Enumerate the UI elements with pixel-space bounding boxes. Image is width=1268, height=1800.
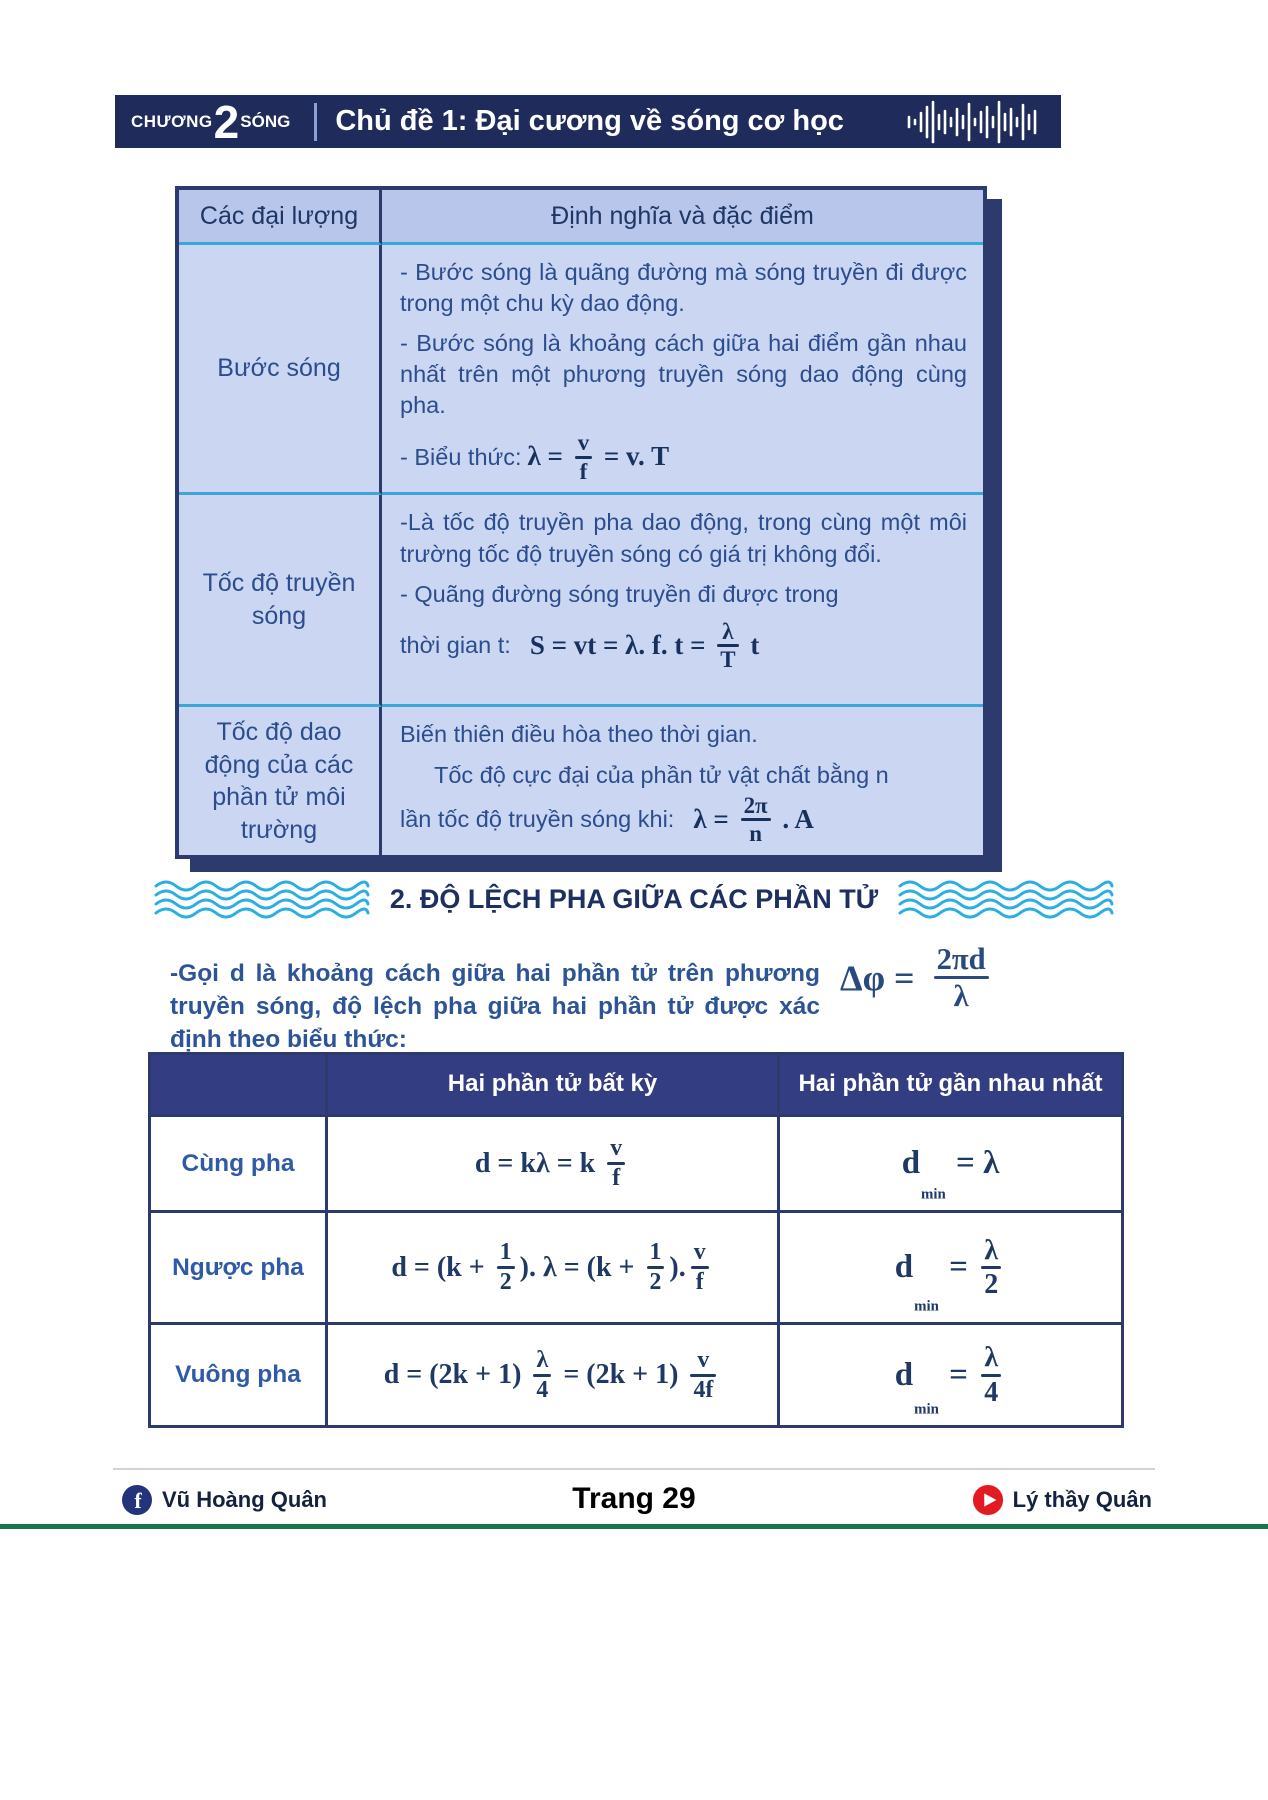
wavelength-formula: λ = $\frac{v}{f}$ = v. T [527,430,670,484]
formula-line [400,430,967,484]
section-title: 2. ĐỘ LỆCH PHA GIỮA CÁC PHẦN TỬ [389,883,879,914]
youtube-icon [972,1484,1004,1516]
definition-cell [382,495,983,707]
formula-label: - Biểu thức: [400,443,522,470]
max-speed-formula: λ = $\frac{2\pi}{n}$ . A [693,792,814,847]
youtube-label: Lý thầy Quân [1012,1487,1152,1512]
term-cell-cung-pha: Cùng pha [151,1117,328,1213]
formula-label: lần tốc độ truyền sóng khi: [400,806,688,833]
chapter-number: 2 [213,95,240,148]
formula-cell-min: d min = $\frac{\lambda}{4}$ [780,1325,1121,1425]
chapter-name: SÓNG [240,111,291,131]
empty-header-cell [151,1055,328,1117]
definition-text: Tốc độ cực đại của phần tử vật chất bằng n [434,761,889,788]
phase-table [148,1052,1124,1428]
definition-text: - Bước sóng là quãng đường mà sóng truyền đi được trong một chu kỳ dao động. [400,259,967,317]
definition-text: Biến thiên điều hòa theo thời gian. [400,721,758,748]
chapter-header [115,95,1061,148]
distance-formula: S = vt = λ. f. t = $\frac{\lambda}{T}$ t [529,618,760,673]
waveform-icon [905,100,1045,144]
formula-line [400,619,967,673]
term-cell-toc-do-dao-dong: Tốc độ dao động của các phần tử môi trường [179,707,382,855]
quantities-table [175,186,987,859]
term-cell-nguoc-pha: Ngược pha [151,1213,328,1325]
formula-cell-any: d = (2k + 1) $\frac{\lambda}{4}$ = (2k + 1) $\frac{v}{4f}$ [328,1325,780,1425]
column-header-nearest: Hai phần tử gần nhau nhất [780,1055,1121,1117]
footer-divider [113,1468,1155,1470]
header-divider [314,103,317,141]
intro-paragraph: -Gọi d là khoảng cách giữa hai phần tử trên phương truyền sóng, độ lệch pha giữa hai phần tử được xác định theo biểu thức: [170,959,820,1053]
term-cell-vuong-pha: Vuông pha [151,1325,328,1425]
table1-header-definition: Định nghĩa và đặc điểm [382,190,983,245]
formula-cell-min: d min = $\frac{\lambda}{2}$ [780,1213,1121,1325]
term-cell-buoc-song: Bước sóng [179,245,382,495]
wave-decoration-left [154,878,370,920]
page-title: Chủ đề 1: Đại cương về sóng cơ học [335,105,844,137]
page-number: Trang 29 [572,1482,696,1515]
formula-line [400,793,967,847]
definition-text: - Bước sóng là khoảng cách giữa hai điểm gần nhau nhất trên một phương truyền sóng dao động cùng pha. [400,330,967,419]
section-heading [0,878,1268,920]
svg-text:f: f [134,1488,142,1513]
formula-cell-any: d = (k + $\frac{1}{2}$ ). λ = (k + $\frac{1}{2}$ ). $\frac{v}{f}$ [328,1213,780,1325]
column-header-any: Hai phần tử bất kỳ [328,1055,780,1117]
formula-label: thời gian t: [400,632,524,659]
definition-cell [382,245,983,495]
facebook-label: Vũ Hoàng Quân [162,1487,327,1512]
footer-green-line [0,1524,1268,1529]
formula-cell-any: d = kλ = k $\frac{v}{f}$ [328,1117,780,1213]
footer [0,1480,1268,1526]
definition-cell [382,707,983,855]
formula-cell-min: d min = λ [780,1117,1121,1213]
phase-difference-formula: Δφ = $\frac{2\pi d}{\lambda}$ [840,942,994,1014]
youtube-link[interactable] [972,1484,1152,1516]
definition-text: - Quãng đường sóng truyền đi được trong [400,580,839,607]
definition-text: -Là tốc độ truyền pha dao động, trong cùng một môi trường tốc độ truyền sóng có giá trị không đổi. [400,509,967,567]
chapter-label: CHƯƠNG [131,111,213,131]
chapter-badge [115,95,291,148]
term-cell-toc-do-truyen-song: Tốc độ truyền sóng [179,495,382,707]
wave-decoration-right [898,878,1114,920]
table1-header-quantities: Các đại lượng [179,190,382,245]
